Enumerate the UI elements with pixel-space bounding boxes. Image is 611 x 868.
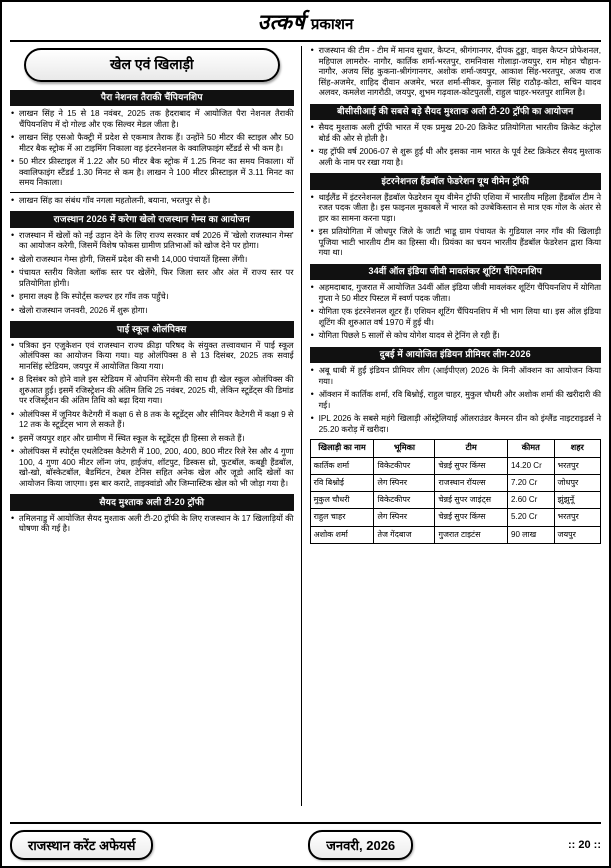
list-item: • इस प्रतियोगिता में जोधपुर जिले के जाटी भाडू ग्राम पंचायत के गुडियाल नगर गाँव की खिलाड़ी पूजिया भाटी भारतीय टीम का हिस्सा थी। प्रियंका का चयन भारतीय हैंडबॉल फेडरेशन द्वारा किया गया था। — [310, 227, 601, 259]
divider — [10, 192, 294, 193]
left-column — [10, 46, 302, 806]
list-item: • राजस्थान में खेलों को नई उड़ान देने के लिए राज्य सरकार वर्ष 2026 में 'खेलो राजस्थान गेम्स' का आयोजन करेगी, जिसमें विशेष फोकस ग्रामीण प्रतिभाओं को खोज देने पर होगा। — [10, 231, 294, 252]
list-item: • ओलंपिक्स में स्पोर्ट्स एथलेटिक्स कैटेगरी में 100, 200, 400, 800 मीटर रिले रेस और 4 गुणा 100, 4 गुणा 400 मीटर लॉन्ग जंप, हाईजंप, शॉटपुट, डिस्कस थ्रो, फुटबॉल, कबड्डी हैंडबॉल, खो-खो, बॉस्केटबॉल, बैडमिंटन, टेबल टेनिस सहित अनेक खेल और जूडो आदि खेलों का आयोजन किया जाएगा। इस बार कराटे, ताइक्वांडो और जिम्नास्टिक खेल को भी जोड़ा गया है। — [10, 447, 294, 489]
list-item: • 50 मीटर फ्रीस्टाइल में 1.22 और 50 मीटर बैक स्ट्रोक में 1.25 मिनट का समय निकाला। यों क्वालिफाइंग स्टैंडर्ड 1.30 मिनट से कम है। लाखन ने 100 मीटर फ्रीस्टाइल में 3.11 मिनट का समय निकाला। — [10, 157, 294, 189]
list-item: • लाखन सिंह एसओ फैक्ट्री में प्रदेश से एकमात्र तैराक हैं। उन्होंने 50 मीटर की स्टाइल और 50 मीटर बैक स्ट्रोक में आ टाइमिंग निकाला वह इंटरनेशनल के क्वालिफाइंग स्टैंडर्ड से भी कम है। — [10, 133, 294, 154]
bullet-list — [10, 231, 294, 317]
table-row — [310, 509, 600, 526]
section-heading: राजस्थान 2026 में करेगा खेलो राजस्थान गेम्स का आयोजन — [10, 211, 294, 228]
list-item: • थाईलैंड में इंटरनेशनल हैंडबॉल फेडरेशन यूथ वीमेन ट्रॉफी एशिया में भारतीय महिला हैंडबॉल टीम ने रजत पदक जीता है। इस फाइनल मुकाबले में भारत को उज्बेकिस्तान से मात्र एक गोल के अंतर से हार का सामना करना पड़ा। — [310, 193, 601, 225]
list-item: • यह ट्रॉफी वर्ष 2006-07 से शुरू हुई थी और इसका नाम भारत के पूर्व टेस्ट क्रिकेटर सैयद मुश्ताक अली के नाम पर रखा गया है। — [310, 147, 601, 168]
content-columns — [10, 46, 601, 806]
list-item: • हमारा लक्ष्य है कि स्पोर्ट्स कल्चर हर गाँव तक पहुँचे। — [10, 292, 294, 303]
publisher-logo — [10, 8, 601, 36]
column-header-role: भूमिका — [374, 440, 435, 458]
list-item: • पत्रिका इन एजुकेशन एवं राजस्थान राज्य क्रीड़ा परिषद के संयुक्त तत्त्वावधान में पाई स्कूल ओलंपिक्स का आयोजन किया गया। यह ओलंपिक्स 8 से 13 दिसंबर, 2025 तक सवाई मानसिंह स्टेडियम, जयपुर में आयोजित किया गया। — [10, 341, 294, 373]
cell-price: 90 लाख — [508, 526, 554, 543]
cell-price: 5.20 Cr — [508, 509, 554, 526]
cell-team: राजस्थान रॉयल्स — [435, 474, 508, 491]
section-heading: दुबई में आयोजित इंडियन प्रीमियर लीग-2026 — [310, 347, 601, 364]
cell-name: कार्तिक शर्मा — [310, 457, 374, 474]
column-header-price: कीमत — [508, 440, 554, 458]
list-item: • ऑक्शन में कार्तिक शर्मा, रवि बिश्नोई, राहुल चाहर, मुकुल चौधरी और अशोक शर्मा की खरीदारी की गई। — [310, 390, 601, 411]
cell-price: 7.20 Cr — [508, 474, 554, 491]
players-table — [310, 439, 601, 544]
list-item: • राजस्थान की टीम - टीम में मानव सुधार, कैप्टन, श्रीगंगानगर, दीपक टुड्डा, वाइस कैप्टन प्रोफेशनल, महिपाल लामरोर- नागौर, कार्तिक शर्मा-भरतपुर, रामनिवास गोलाड़ा-जयपुर, राम मोहन चौहान-नागौर, अजय सिंह कुकना-श्रीगंगानगर, अशोक शर्मा-जयपुर, आकाश सिंह-भरतपुर, अजय राज सिंह-अजमेर, शाहिद दीवान अजमेर, भरत शर्मा-सीकर, कुनाल सिंह राठौड़-कोटा, सचिन यादव अलवर, कमलेश नागरौठी, जयपुर, शुभम गढ़वाल-कोटपुतली, राहुल चाहर-भरतपुर शामिल है। — [310, 46, 601, 99]
publisher-subtitle: प्रकाशन — [310, 17, 354, 33]
table-header-row — [310, 440, 600, 458]
cell-city: जयपुर — [554, 526, 600, 543]
page-footer — [10, 822, 601, 860]
footer-date: जनवरी, 2026 — [308, 830, 413, 860]
cell-name: राहुल चाहर — [310, 509, 374, 526]
cell-role: विकेटकीपर — [374, 457, 435, 474]
bullet-list — [310, 46, 601, 99]
cell-team: चेन्नई सुपर जाइंट्स — [435, 492, 508, 509]
cell-city: जोधपुर — [554, 474, 600, 491]
list-item: • 8 दिसंबर को होने वाले इस स्टेडियम में ओपनिंग सेरेमनी की साथ ही खेल स्कूल ओलंपिक्स की शुरुआत हुई। इसमें रजिस्ट्रेशन की अंतिम तिथि 25 नवंबर, 2025 थी, लेकिन स्टूडेंट्स की डिमांड पर रजिस्ट्रेशन की अंतिम तिथि को बढ़ा दिया गया। — [10, 375, 294, 407]
cell-name: अशोक शर्मा — [310, 526, 374, 543]
section-heading: बीसीसीआई की सबसे बड़े सैयद मुश्ताक अली टी-20 ट्रॉफी का आयोजन — [310, 104, 601, 121]
list-item: • योगिता एक इंटरनेशनल शूटर हैं। एशियन शूटिंग चैंपियनशिप में भी भाग लिया था। इस ऑल इंडिया शूटिंग की शुरुआत वर्ष 1970 में हुई थी। — [310, 307, 601, 328]
cell-city: झुंझुनूँ — [554, 492, 600, 509]
cell-role: विकेटकीपर — [374, 492, 435, 509]
list-item: • योगिता पिछले 5 सालों से कोच योगेश यादव से ट्रेनिंग ले रही हैं। — [310, 331, 601, 342]
list-item: • पंचायत स्तरीय विजेता ब्लॉक स्तर पर खेलेंगे, फिर जिला स्तर और अंत में राज्य स्तर पर प्रतियोगिता होगी। — [10, 268, 294, 289]
cell-team: चेन्नई सुपर किंग्स — [435, 457, 508, 474]
list-item: • अबू धाबी में हुईं इंडियन प्रीमियर लीग (आईपीएल) 2026 के मिनी ऑक्शन का आयोजन किया गया। — [310, 366, 601, 387]
cell-name: मुकुल चौधरी — [310, 492, 374, 509]
column-header-city: शहर — [554, 440, 600, 458]
page-number: :: 20 :: — [568, 839, 601, 851]
list-item: • इसमें जयपुर शहर और ग्रामीण में स्थित स्कूल के स्टूडेंट्स ही हिस्सा ले सकते हैं। — [10, 434, 294, 445]
right-column — [310, 46, 601, 806]
cell-name: रवि बिश्नोई — [310, 474, 374, 491]
page-title: खेल एवं खिलाड़ी — [24, 48, 280, 82]
list-item: • लाखन सिंह ने 15 से 18 नवंबर, 2025 तक हैदराबाद में आयोजित पैरा नेशनल तैराकी चैंपियनशिप में दो गोल्ड और एक सिल्वर मेडल जीता है। — [10, 109, 294, 130]
cell-price: 2.60 Cr — [508, 492, 554, 509]
bullet-list — [310, 193, 601, 259]
cell-team: गुजरात टाइटंस — [435, 526, 508, 543]
bullet-list — [310, 283, 601, 342]
list-item: • सैयद मुश्ताक अली ट्रॉफी भारत में एक प्रमुख 20-20 क्रिकेट प्रतियोगिता भारतीय क्रिकेट कंट्रोल बोर्ड की ओर से होती है। — [310, 123, 601, 144]
list-item: • लाखन सिंह का संबंध गाँव नगला महतोलनी, बयाना, भरतपुर से है। — [10, 196, 294, 207]
bullet-list — [310, 123, 601, 168]
list-item: • अहमदाबाद, गुजरात में आयोजित 34वीं ऑल इंडिया जीवी मावलंकर शूटिंग चैंपियनशिप में योगिता गुप्ता ने 50 मीटर पिस्टल में स्वर्ण पदक जीता। — [310, 283, 601, 304]
table-row — [310, 474, 600, 491]
publisher-name: उत्कर्ष — [257, 10, 306, 34]
bullet-list — [10, 514, 294, 535]
list-item: • ओलंपिक्स में जूनियर कैटेगरी में कक्षा 6 से 8 तक के स्टूडेंट्स और सीनियर कैटेगरी में कक्षा 9 से 12 तक के स्टूडेंट्स भाग ले सकते हैं। — [10, 410, 294, 431]
table-row — [310, 492, 600, 509]
cell-role: लेग स्पिनर — [374, 509, 435, 526]
column-header-name: खिलाड़ी का नाम — [310, 440, 374, 458]
column-header-team: टीम — [435, 440, 508, 458]
bullet-list — [10, 341, 294, 490]
list-item: • खेलो राजस्थान गेम्स होगी, जिसमें प्रदेश की सभी 14,000 पंचायतें हिस्सा लेंगी। — [10, 255, 294, 266]
cell-role: लेग स्पिनर — [374, 474, 435, 491]
list-item: • खेलो राजस्थान जनवरी, 2026 में शुरू होगा। — [10, 306, 294, 317]
cell-team: चेन्नई सुपर किंग्स — [435, 509, 508, 526]
section-heading: सैयद मुश्ताक अली टी-20 ट्रॉफी — [10, 494, 294, 511]
section-heading: पैरा नेशनल तैराकी चैंपियनशिप — [10, 90, 294, 107]
bullet-list — [310, 366, 601, 435]
list-item: • तमिलनाडु में आयोजित सैयद मुश्ताक अली टी-20 ट्रॉफी के लिए राजस्थान के 17 खिलाड़ियों की घोषणा की गई है। — [10, 514, 294, 535]
cell-role: तेज गेंदबाज — [374, 526, 435, 543]
table-row — [310, 526, 600, 543]
bullet-list — [10, 109, 294, 189]
section-heading: इंटरनेशनल हैंडबॉल फेडरेशन यूथ वीमेन ट्रॉफी — [310, 173, 601, 190]
table-row — [310, 457, 600, 474]
cell-city: भरतपुर — [554, 457, 600, 474]
section-heading: पाई स्कूल ओलंपिक्स — [10, 321, 294, 338]
section-heading: 34वीं ऑल इंडिया जीवी मावलंकर शूटिंग चैंपियनशिप — [310, 264, 601, 281]
cell-city: भरतपुर — [554, 509, 600, 526]
footer-series-tag: राजस्थान करेंट अफेयर्स — [10, 830, 153, 860]
list-item: • IPL 2026 के सबसे महंगे खिलाड़ी ऑस्ट्रेलियाई ऑलराउंडर कैमरन ग्रीन को इंग्लैंड नाइटराइडर्स ने 25.20 करोड़ में खरीदा। — [310, 414, 601, 435]
bullet-list — [10, 196, 294, 207]
masthead — [10, 8, 601, 42]
cell-price: 14.20 Cr — [508, 457, 554, 474]
